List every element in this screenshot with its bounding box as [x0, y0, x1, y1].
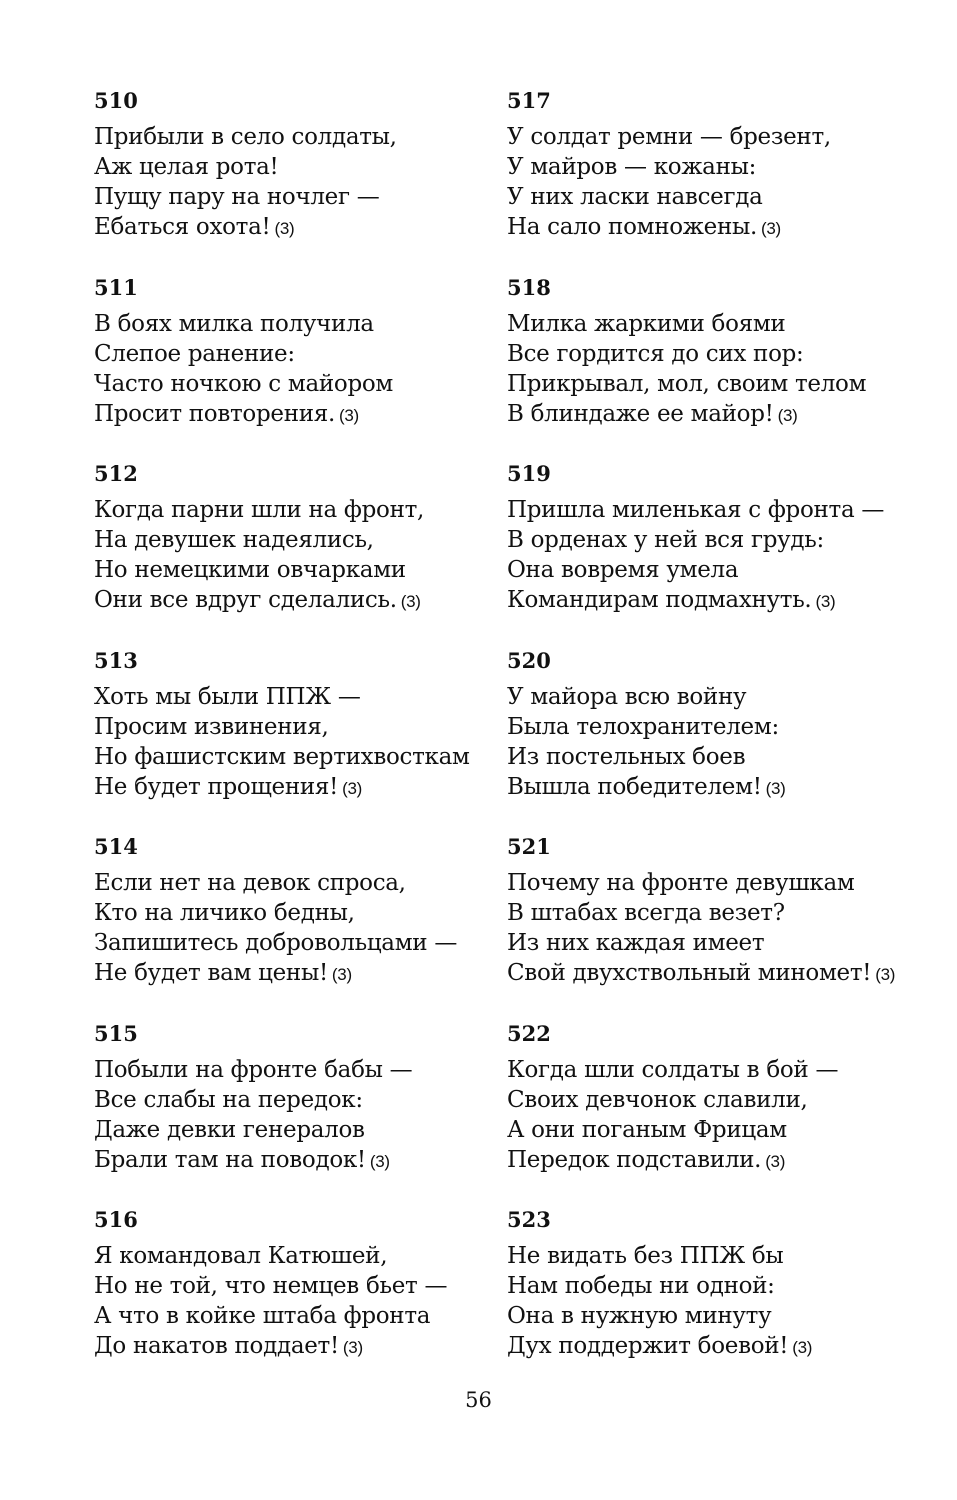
- verse-line: [94, 525, 534, 555]
- verse: [94, 273, 534, 460]
- verse-line-text: Побыли на фронте бабы —: [94, 1056, 413, 1083]
- verse-line: [507, 958, 947, 990]
- verse-line: [94, 928, 534, 958]
- verse-line: [94, 1115, 534, 1145]
- verse-line: [507, 212, 947, 244]
- verse-number: 514: [94, 834, 138, 859]
- verse-line-text: На девушек надеялись,: [94, 527, 374, 553]
- verse-line: [507, 399, 947, 431]
- source-reference: (3): [765, 1151, 786, 1171]
- verse-line: [507, 152, 947, 182]
- verse-line-text: Прикрывал, мол, своим телом: [507, 370, 867, 397]
- verse-number: 517: [507, 88, 551, 113]
- verse-number: 519: [507, 461, 551, 486]
- source-reference: (3): [331, 965, 352, 984]
- verse-line-text: В орденах у ней вся грудь:: [507, 527, 824, 553]
- verse-line: [507, 1055, 947, 1085]
- source-reference: (3): [400, 592, 421, 611]
- verse-line-text: Командирам подмахнуть.: [507, 587, 812, 613]
- verse-line: [507, 682, 947, 712]
- verse-line-text: А что в койке штаба фронта: [94, 1303, 431, 1329]
- verse-line-text: Но фашистским вертихвосткам: [94, 743, 470, 770]
- verse-line-text: Милка жаркими боями: [507, 310, 786, 337]
- verse-line: [507, 1115, 947, 1145]
- verse-line: [507, 182, 947, 212]
- verse-number: 511: [94, 274, 138, 300]
- verse-line-text: Не будет прощения!: [94, 773, 339, 800]
- verse: [507, 273, 947, 460]
- verse-line: [507, 525, 947, 555]
- verse-line-text: Часто ночкою с майором: [94, 370, 394, 397]
- verse-line: [507, 1331, 947, 1363]
- verse-line-text: Передок подставили.: [507, 1146, 762, 1173]
- verse-line: [94, 495, 534, 525]
- verse-line: [507, 712, 947, 742]
- verse: [94, 459, 534, 646]
- source-reference: (3): [777, 405, 798, 425]
- verse: [94, 1019, 534, 1206]
- verse-line: [94, 585, 534, 617]
- verse-line: [507, 1145, 947, 1177]
- verse-line-text: Была телохранителем:: [507, 713, 779, 740]
- verse-line-text: В блиндаже ее майор!: [507, 400, 774, 427]
- verse-line-text: Аж целая рота!: [94, 154, 279, 180]
- verse-line: [507, 868, 947, 898]
- verse-line: [507, 1241, 947, 1271]
- page-number: 56: [465, 1388, 492, 1412]
- verse: [507, 646, 947, 833]
- source-reference: (3): [761, 219, 781, 238]
- verse-line: [507, 1301, 947, 1331]
- verse-line-text: Дух поддержит боевой!: [507, 1333, 789, 1359]
- verse-line: [94, 772, 534, 804]
- source-reference: (3): [792, 1338, 813, 1357]
- verse-line: [507, 495, 947, 525]
- verse-line-text: На сало помножены.: [507, 214, 758, 240]
- verse-line-text: Просим извинения,: [94, 713, 329, 740]
- verse-line-text: Ебаться охота!: [94, 214, 271, 240]
- verse-line-text: Из постельных боев: [507, 743, 746, 770]
- verse-line: [94, 399, 534, 431]
- verse-number: 520: [507, 647, 551, 673]
- verse-line: [94, 868, 534, 898]
- verse-line: [507, 1271, 947, 1301]
- verse: [94, 646, 534, 833]
- verse-number: 523: [507, 1207, 551, 1232]
- verse-line: [94, 309, 534, 339]
- verse-line: [94, 122, 534, 152]
- verse-line-text: Все гордится до сих пор:: [507, 340, 804, 367]
- right-column: [507, 86, 947, 1392]
- verse-line-text: Но немецкими овчарками: [94, 557, 406, 583]
- verse-line-text: Они все вдруг сделались.: [94, 587, 397, 613]
- verse-line: [94, 1331, 534, 1363]
- verse: [507, 1019, 947, 1206]
- source-reference: (3): [342, 1338, 363, 1357]
- verse-line-text: Все слабы на передок:: [94, 1086, 363, 1113]
- verse-line: [507, 898, 947, 928]
- verse: [507, 1205, 947, 1392]
- verse-line: [94, 1301, 534, 1331]
- verse-line: [94, 369, 534, 399]
- verse-line-text: Слепое ранение:: [94, 340, 295, 367]
- verse-line-text: Нам победы ни одной:: [507, 1273, 775, 1299]
- verse-line: [94, 212, 534, 244]
- verse-line-text: Прибыли в село солдаты,: [94, 124, 397, 150]
- verse-line-text: А они поганым Фрицам: [507, 1116, 787, 1143]
- verse-number: 522: [507, 1020, 551, 1046]
- verse-line-text: Кто на личико бедны,: [94, 900, 355, 926]
- verse: [507, 86, 947, 273]
- verse-line-text: Когда шли солдаты в бой —: [507, 1056, 839, 1083]
- verse-line-text: Не будет вам цены!: [94, 960, 328, 986]
- verse-line-text: Но не той, что немцев бьет —: [94, 1273, 448, 1299]
- verse: [94, 1205, 534, 1392]
- verse-line-text: У майров — кожаны:: [507, 154, 757, 180]
- verse-line-text: Запишитесь добровольцами —: [94, 930, 458, 956]
- verse-number: 516: [94, 1207, 138, 1232]
- verse-line: [507, 122, 947, 152]
- verse-line-text: Она в нужную минуту: [507, 1303, 772, 1329]
- verse-line: [94, 182, 534, 212]
- verse-line: [94, 152, 534, 182]
- source-reference: (3): [274, 219, 295, 238]
- source-reference: (3): [339, 405, 359, 425]
- verse: [507, 459, 947, 646]
- verse-line-text: Я командовал Катюшей,: [94, 1243, 388, 1269]
- verse-line-text: Свой двухствольный миномет!: [507, 960, 872, 986]
- verse-line: [94, 742, 534, 772]
- verse-line-text: В штабах всегда везет?: [507, 900, 785, 926]
- verse-line: [94, 1271, 534, 1301]
- verse-number: 510: [94, 88, 138, 113]
- verse-line-text: Своих девчонок славили,: [507, 1086, 808, 1113]
- verse-line: [507, 555, 947, 585]
- verse-line-text: Хоть мы были ППЖ —: [94, 683, 361, 710]
- verse-line: [94, 1055, 534, 1085]
- source-reference: (3): [342, 778, 362, 798]
- verse-line-text: Не видать без ППЖ бы: [507, 1243, 784, 1269]
- source-reference: (3): [815, 592, 836, 611]
- verse-line-text: Когда парни шли на фронт,: [94, 497, 425, 523]
- verse-line: [507, 928, 947, 958]
- verse-line-text: Вышла победителем!: [507, 773, 762, 800]
- verse-line: [507, 339, 947, 369]
- verse-line: [94, 958, 534, 990]
- verse-number: 515: [94, 1020, 138, 1046]
- verse-line-text: До накатов поддает!: [94, 1333, 339, 1359]
- verse-line-text: Пущу пару на ночлег —: [94, 184, 380, 210]
- verse-line-text: Из них каждая имеет: [507, 930, 765, 956]
- verse: [94, 86, 534, 273]
- verse-line-text: У майора всю войну: [507, 683, 747, 710]
- verse-line-text: Брали там на поводок!: [94, 1146, 366, 1173]
- verse-line-text: Даже девки генералов: [94, 1116, 365, 1143]
- verse-number: 513: [94, 647, 138, 673]
- verse-line: [94, 339, 534, 369]
- verse-line: [507, 309, 947, 339]
- verse-line-text: Пришла миленькая с фронта —: [507, 497, 885, 523]
- verse-line: [94, 712, 534, 742]
- source-reference: (3): [875, 965, 896, 984]
- verse-line-text: Почему на фронте девушкам: [507, 870, 855, 896]
- verse-number: 518: [507, 274, 551, 300]
- verse-line: [94, 898, 534, 928]
- verse: [94, 832, 534, 1019]
- verse-number: 521: [507, 834, 551, 859]
- verse-line-text: У солдат ремни — брезент,: [507, 124, 831, 150]
- source-reference: (3): [369, 1151, 390, 1171]
- verse-line: [94, 1241, 534, 1271]
- verse-line: [94, 1145, 534, 1177]
- verse-line: [94, 555, 534, 585]
- verse-line-text: Если нет на девок спроса,: [94, 870, 406, 896]
- verse-line-text: У них ласки навсегда: [507, 184, 763, 210]
- verse-line: [507, 1085, 947, 1115]
- verse-line: [507, 585, 947, 617]
- verse-line: [94, 1085, 534, 1115]
- verse-line: [507, 742, 947, 772]
- verse-line-text: Она вовремя умела: [507, 557, 739, 583]
- source-reference: (3): [765, 778, 786, 798]
- verse-line: [507, 772, 947, 804]
- verse: [507, 832, 947, 1019]
- verse-line: [507, 369, 947, 399]
- verse-line-text: Просит повторения.: [94, 400, 335, 427]
- verse-line-text: В боях милка получила: [94, 310, 374, 337]
- verse-line: [94, 682, 534, 712]
- left-column: [94, 86, 534, 1392]
- verse-number: 512: [94, 461, 138, 486]
